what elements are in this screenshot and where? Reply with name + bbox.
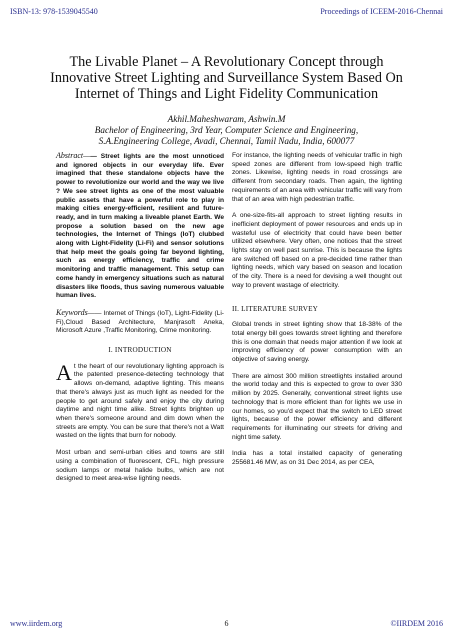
intro-paragraph-1 <box>56 359 224 441</box>
keywords-lead: Keywords— <box>56 307 95 317</box>
keywords-text: — Internet of Things (IoT), Light-Fidelity (Li-Fi),Cloud Based Architecture, Manjrasoft Aneka, Microsoft Azure ,Traffic Monitoring, Crime monitoring. <box>56 309 224 335</box>
right-paragraph-1: For instance, the lighting needs of vehicular traffic in high speed zones are different from low-speed high traffic zones. Likewise, lighting needs in road crossings are different from secondary roads. Then again, the lighting requirements of an area with vehicular traffic will vary from that of an area with high pedestrian traffic. <box>232 152 402 203</box>
intro-paragraph-2: Most urban and semi-urban cities and towns are still using a combination of fluorescent, CFL, high pressure sodium lamps or metal halide bulbs, which are not designed to meet area-wise lighting needs. <box>56 449 224 483</box>
right-paragraph-3: Global trends in street lighting show that 18-38% of the total energy bill goes towards street lighting and therefore this is one domain that needs major attention if we look at improving efficiency of power consumption with an objective of saving energy. <box>232 321 402 364</box>
abstract <box>56 152 224 301</box>
author-block <box>30 114 423 147</box>
paper-title <box>40 54 413 102</box>
abstract-lead: Abstract— <box>56 151 91 160</box>
right-paragraph-5: India has a total installed capacity of generating 255681.46 MW, as on 31 Dec 2014, as per CEA, <box>232 450 402 467</box>
title-line-3: Internet of Things and Light Fidelity Communication <box>74 86 379 102</box>
right-column <box>232 152 402 476</box>
author-college: S.A.Engineering College, Avadi, Chennai, Tamil Nadu, India, 600077 <box>98 136 355 146</box>
left-column <box>56 152 224 492</box>
intro-heading: I. INTRODUCTION <box>108 346 172 355</box>
footer-website: www.iirdem.org <box>10 619 63 628</box>
right-paragraph-4: There are almost 300 million streetlights installed around the world today and this is expected to grow to over 330 million by 2025. Generally, conventional street lights use technology that is more efficient than for lights we use in our homes, so you'd expect that the switch to LED street lights, because of the power efficiency and different requirements for illuminating our streets for driving and night time safety. <box>232 372 402 441</box>
title-line-2: Innovative Street Lighting and Surveillance System Based On <box>50 70 403 86</box>
keywords <box>56 309 224 336</box>
right-paragraph-2: A one-size-fits-all approach to street lighting results in inefficient deployment of power resources and ends up in wasteful use of electricity that could have been better utilized elsewhere. Very often, one notices that the street lights stay on well past sunrise. This is because the lights are switched off based on a pre-decided time rather than lighting needs, which vary based on season and location of the city. There is a need for devising a well thought out way to prevent wastage of electricity. <box>232 212 402 289</box>
footer-copyright: ©IIRDEM 2016 <box>390 619 443 628</box>
abstract-text: — Street lights are the most unnoticed and ignored objects in our everyday life. Ever imagined that these standalone objects have the power to revolutionize our world and the way we live ? We see street lights as one of the most valuable public assets that have a powerful role to play in making cities energy-efficient, resilient and future-ready, and in turn making a liveable planet Earth. We propose a solution based on the new age technologies, the Internet of Things (IoT) clubbed along with Light-Fidelity (Li-Fi) and sensor solutions that help meet the goals going far beyond lighting, such as energy efficiency, traffic and crime monitoring and traffic management. This setup can come handy in emergency situations such as natural disasters like floods, thus saving numerous valuable human lives. <box>56 153 224 300</box>
author-names: Akhil.Maheshwaram, Ashwin.M <box>167 114 286 124</box>
header-proceedings: Proceedings of ICEEM-2016-Chennai <box>320 7 443 16</box>
author-degree: Bachelor of Engineering, 3rd Year, Computer Science and Engineering, <box>94 125 359 135</box>
page-number: 6 <box>224 619 229 628</box>
dropcap: A <box>56 359 72 385</box>
literature-survey-heading: II. LITERATURE SURVEY <box>232 304 319 313</box>
header-isbn: ISBN-13: 978-1539045540 <box>10 7 98 16</box>
title-line-1: The Livable Planet – A Revolutionary Concept through <box>69 54 384 70</box>
intro-p1-text: t the heart of our revolutionary lighting approach is the patented presence-detecting technology that allows on-demand, adaptive lighting. This means that there's always just as much light as needed for the people to get around safely and enjoy the city during daytime and night time alike. Street lights brighten up when there's someone around and dim down when the streets are empty. You can be sure that there's not a Watt wasted on the lights that burn for nobody. <box>56 362 224 440</box>
